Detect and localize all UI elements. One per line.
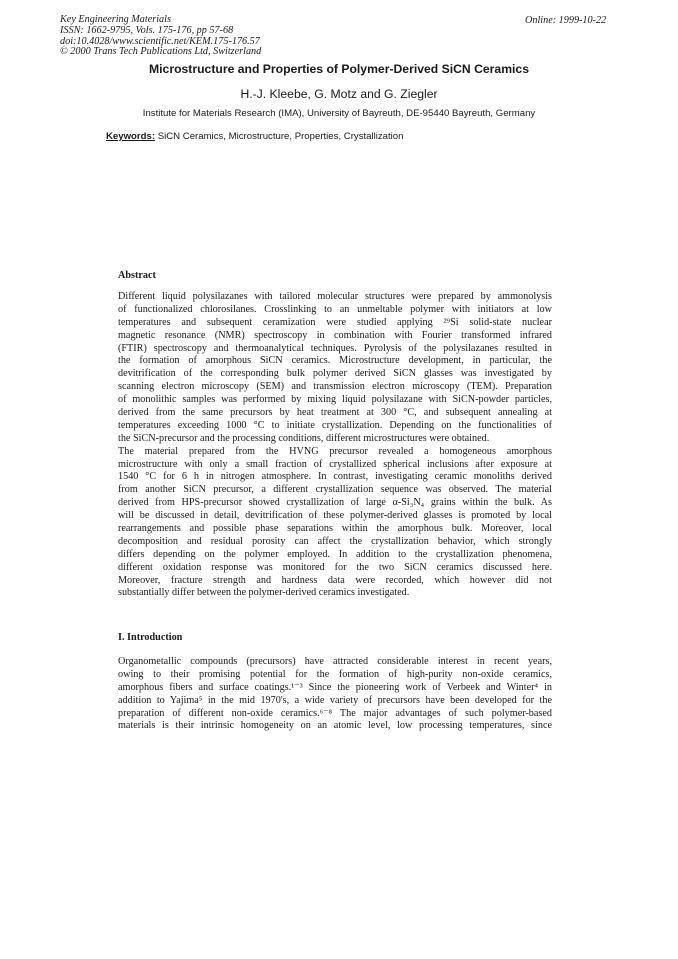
issn-line: ISSN: 1662-9795, Vols. 175-176, pp 57-68	[60, 24, 234, 36]
abstract-heading: Abstract	[118, 270, 156, 281]
text-line: substantially differ between the polymer-derived ceramics investigated.	[118, 587, 410, 599]
abstract-body	[118, 291, 552, 600]
publication-metadata	[60, 15, 261, 58]
affiliation: Institute for Materials Research (IMA), University of Bayreuth, DE-95440 Bayreuth, Germany	[142, 108, 536, 119]
text-line: preparation of different non-oxide ceramics.⁶⁻⁸ The major advantages of such polymer-based	[118, 707, 552, 719]
text-line: Different liquid polysilazanes with tailored molecular structures were prepared by ammonolysis	[118, 291, 552, 302]
introduction-heading: I. Introduction	[118, 632, 183, 643]
authors: H.-J. Kleebe, G. Motz and G. Ziegler	[240, 87, 438, 101]
journal-name: Key Engineering Materials	[60, 14, 171, 25]
online-date: Online: 1999-10-22	[525, 15, 607, 26]
text-line: differs depending on the polymer employed. In addition to the crystallization phenomena,	[118, 548, 552, 560]
text-line: will be discussed in detail, devitrification of these polymer-derived glasses is promoted by local	[118, 510, 552, 522]
text-line: 1540 °C for 6 h in nitrogen atmosphere. In contrast, investigating ceramic monoliths derived	[118, 471, 552, 483]
text-line: amorphous fibers and surface coatings.¹⁻³ Since the pioneering work of Verbeek and Winter⁴ in	[118, 681, 552, 693]
keywords-label: Keywords:	[106, 131, 156, 142]
text-line: rearrangements and possible phase separations within the amorphous bulk. Moreover, local	[118, 523, 552, 535]
paper-title: Microstructure and Properties of Polymer-Derived SiCN Ceramics	[149, 62, 529, 76]
text-line: microstructure with only a small fraction of crystallized spherical inclusions after exposure at	[118, 458, 552, 470]
text-line: of monolithic samples was performed by mixing liquid polysilazane with SiCN-powder particles,	[118, 394, 552, 406]
text-line: the SiCN-precursor and the processing conditions, different microstructures were obtained.	[118, 432, 490, 444]
text-line: scanning electron microscopy (SEM) and transmission electron microscopy (TEM). Preparation	[118, 381, 552, 393]
doi-line: doi:10.4028/www.scientific.net/KEM.175-176.57	[60, 35, 260, 47]
text-line: The material prepared from the HVNG precursor revealed a homogeneous amorphous	[118, 445, 552, 457]
text-line: derived from HPS-precursor showed crystallization of large α-Si₃N₄ grains within the bulk. As	[118, 497, 552, 509]
introduction-body	[118, 656, 552, 733]
text-line: different oxidation response was monitored for the two SiCN ceramics discussed here.	[118, 561, 552, 573]
text-line: temperatures exceeding 1000 °C to initiate crystallization. Depending on the functionalities of	[118, 419, 552, 431]
text-line: derived from the same precursors by heat treatment at 300 °C, and subsequent annealing at	[118, 407, 552, 419]
text-line: addition to Yajima⁵ in the mid 1970's, a wide variety of precursors have been developed for the	[118, 694, 552, 706]
keywords-text: SiCN Ceramics, Microstructure, Properties, Crystallization	[157, 131, 404, 142]
text-line: temperatures and subsequent ceramization were studied applying ²⁹Si solid-state nuclear	[118, 316, 552, 328]
copyright-line: © 2000 Trans Tech Publications Ltd, Switzerland	[60, 46, 262, 58]
text-line: from another SiCN precursor, a different crystallization sequence was observed. The material	[118, 484, 552, 496]
text-line: the formation of amorphous SiCN ceramics. Microstructure development, in particular, the	[118, 355, 552, 367]
text-line: materials is their intrinsic homogeneity on an atomic level, low processing temperatures, since	[118, 720, 552, 732]
text-line: devitrification of the corresponding bulk polymer derived SiCN glasses was investigated by	[118, 368, 552, 380]
text-line: owing to their promising potential for the formation of high-purity non-oxide ceramics,	[118, 668, 552, 680]
text-line: (FTIR) spectroscopy and thermoanalytical techniques. Pyrolysis of the polysilazanes resulted in	[118, 342, 552, 354]
text-line: Moreover, fracture strength and hardness data were recorded, which however did not	[118, 574, 552, 586]
keywords	[106, 131, 403, 142]
text-line: of functionalized chlorosilanes. Crosslinking to an unmeltable polymer with initiators at low	[118, 303, 552, 315]
text-line: decomposition and residual porosity can affect the crystallization behavior, which strongly	[118, 535, 552, 547]
text-line: magnetic resonance (NMR) spectroscopy in combination with Fourier transformed infrared	[118, 329, 552, 341]
text-line: Organometallic compounds (precursors) have attracted considerable interest in recent years,	[118, 656, 552, 667]
